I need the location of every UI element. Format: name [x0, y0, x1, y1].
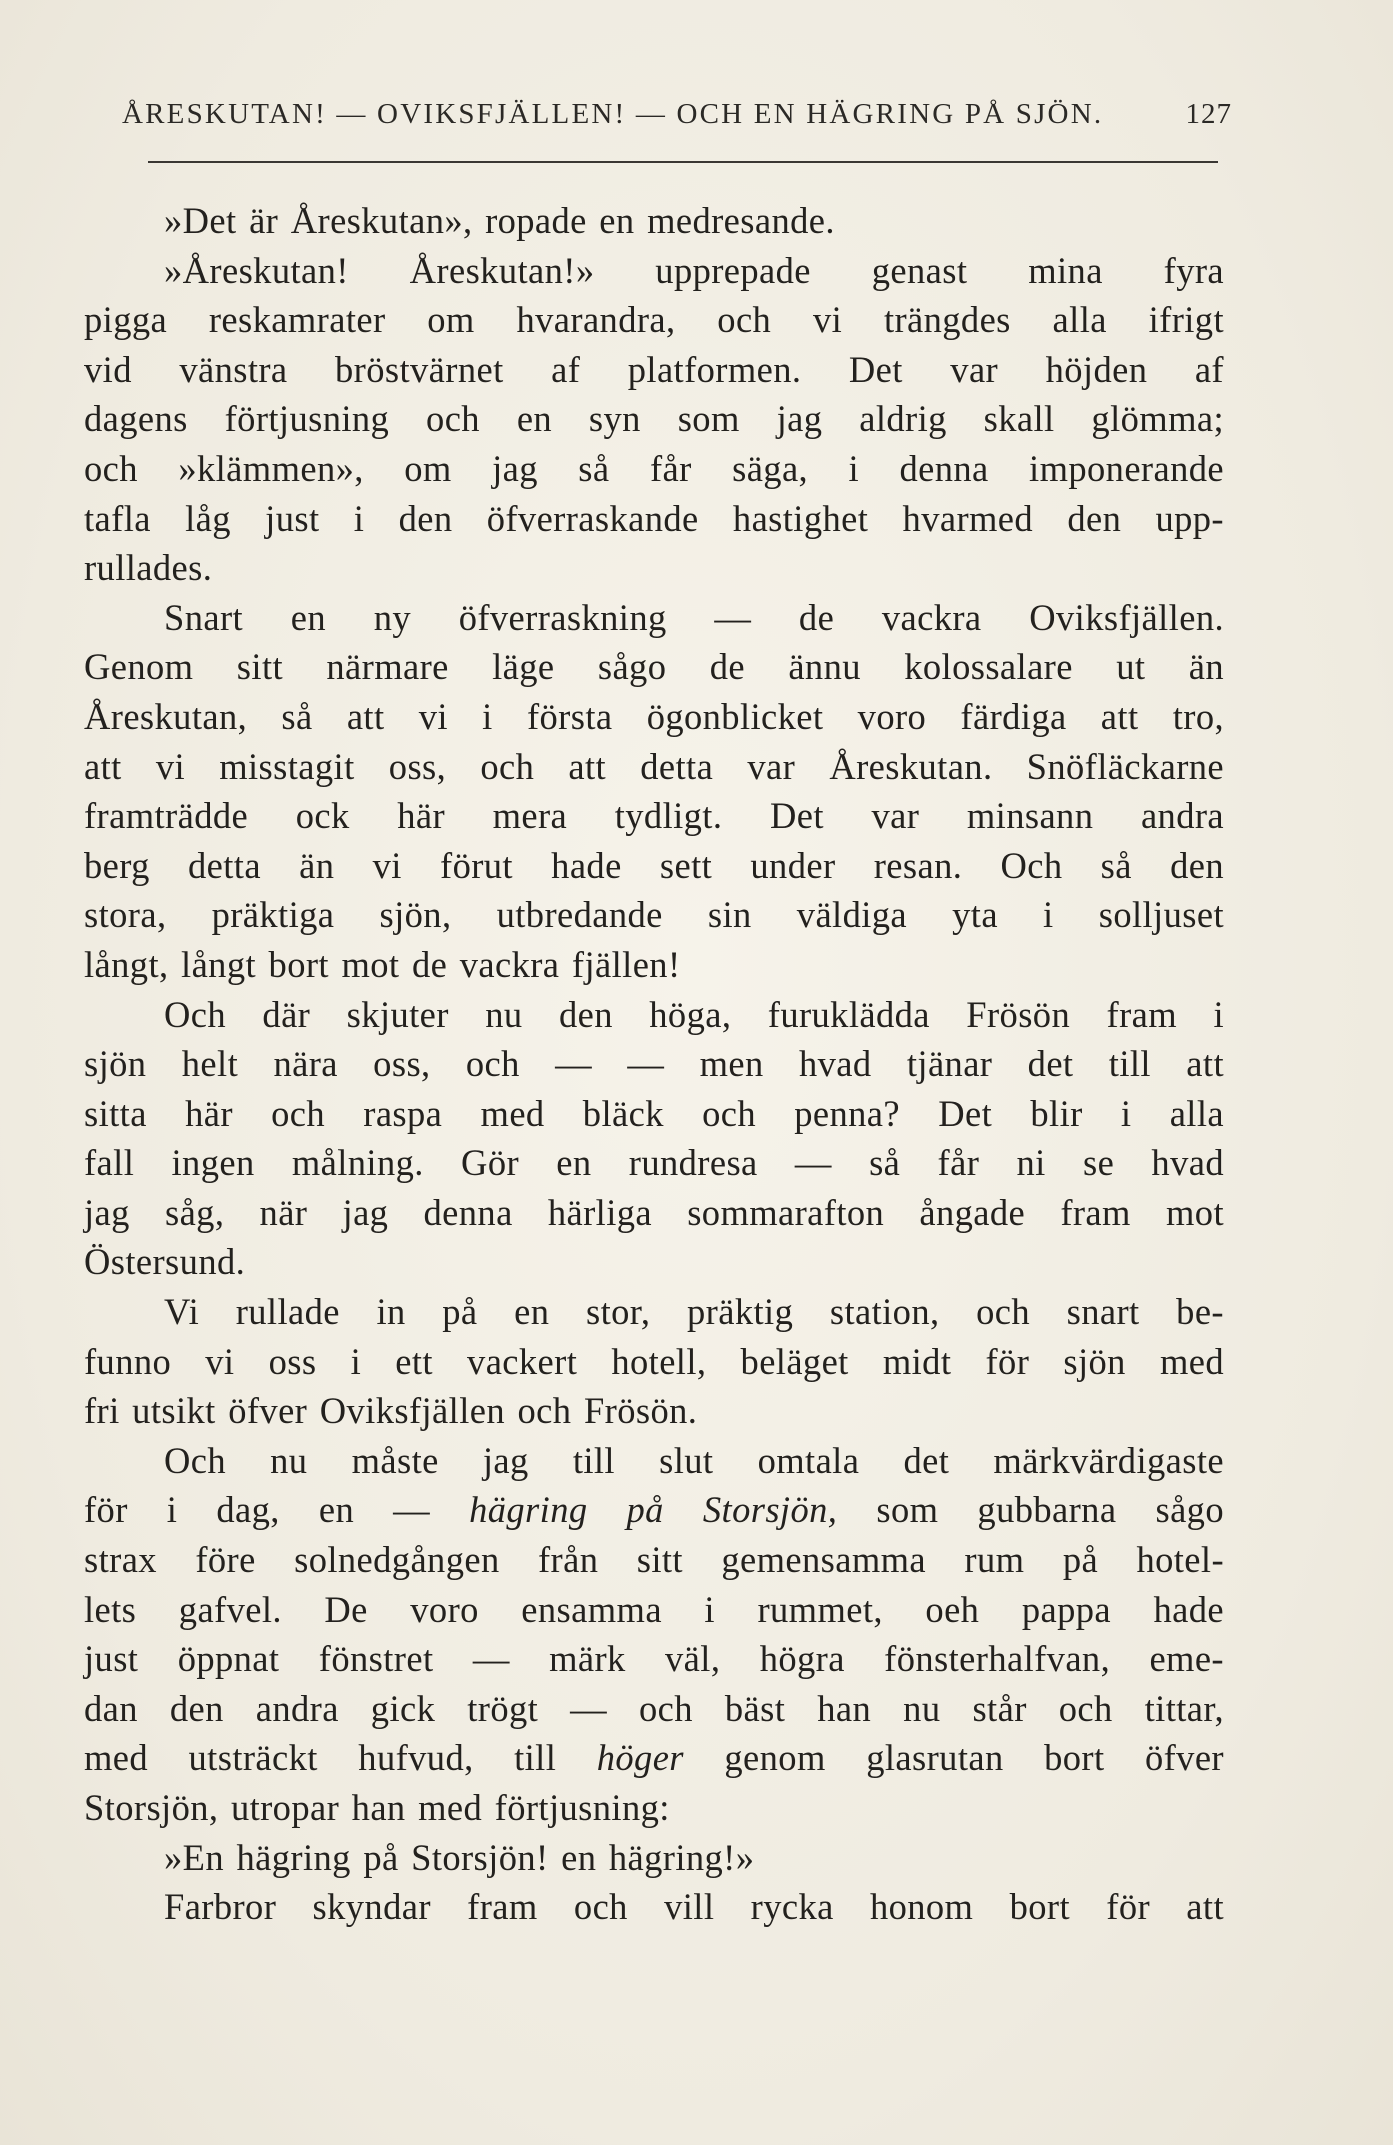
text-line: Och nu måste jag till slut omtala det märkvärdigaste — [164, 1439, 1224, 1481]
text-line: framträdde ock här mera tydligt. Det var minsann andra — [84, 795, 1224, 837]
text-line: Östersund. — [84, 1241, 246, 1283]
text-line: Genom sitt närmare läge sågo de ännu kolossalare ut än — [84, 646, 1224, 688]
text-line: pigga reskamrater om hvarandra, och vi trängdes alla ifrigt — [84, 299, 1224, 341]
text-line: rullades. — [84, 547, 213, 589]
text-line: Och där skjuter nu den höga, furuklädda Frösön fram i — [164, 993, 1224, 1035]
emphasis-text: hägring på Storsjön, — [469, 1489, 838, 1531]
text-line: Snart en ny öfverraskning — de vackra Oviksfjällen. — [164, 596, 1224, 638]
text-segment: som gubbarna sågo — [876, 1489, 1224, 1531]
text-line: fri utsikt öfver Oviksfjällen och Frösön. — [84, 1390, 698, 1432]
text-line: Vi rullade in på en stor, präktig station, och snart be- — [164, 1291, 1224, 1333]
text-line: Åreskutan, så att vi i första ögonblicket voro färdiga att tro, — [84, 695, 1224, 737]
text-line: sitta här och raspa med bläck och penna? Det blir i alla — [84, 1092, 1224, 1134]
text-segment: med utsträckt hufvud, till — [84, 1737, 557, 1779]
text-line: »Åreskutan! Åreskutan!» upprepade genast mina fyra — [164, 249, 1224, 291]
text-line: vid vänstra bröstvärnet af platformen. Det var höjden af — [84, 348, 1224, 390]
text-line: dagens förtjusning och en syn som jag aldrig skall glömma; — [84, 398, 1224, 440]
text-line: sjön helt nära oss, och — — men hvad tjänar det till att — [84, 1043, 1224, 1085]
header-rule — [148, 161, 1218, 163]
text-line: fall ingen målning. Gör en rundresa — så får ni se hvad — [84, 1142, 1224, 1184]
text-line: »En hägring på Storsjön! en hägring!» — [164, 1836, 755, 1878]
text-line: strax före solnedgången från sitt gemensamma rum på hotel- — [84, 1539, 1224, 1581]
text-line: att vi misstagit oss, och att detta var Åreskutan. Snöfläckarne — [84, 745, 1224, 787]
text-line: dan den andra gick trögt — och bäst han nu står och tittar, — [84, 1687, 1224, 1729]
text-line: funno vi oss i ett vackert hotell, beläget midt för sjön med — [84, 1340, 1224, 1382]
text-line: berg detta än vi förut hade sett under resan. Och så den — [84, 844, 1224, 886]
text-segment: genom glasrutan bort öfver — [724, 1737, 1224, 1779]
running-header — [122, 98, 1232, 131]
text-line — [84, 1485, 1224, 1535]
running-title: ÅRESKUTAN! — OVIKSFJÄLLEN! — OCH EN HÄGRING PÅ SJÖN. — [122, 98, 1104, 130]
text-line: just öppnat fönstret — märk väl, högra fönsterhalfvan, eme- — [84, 1638, 1224, 1680]
text-line: långt, långt bort mot de vackra fjällen! — [84, 943, 681, 985]
text-line: Storsjön, utropar han med förtjusning: — [84, 1787, 670, 1828]
emphasis-text: höger — [596, 1737, 684, 1779]
text-line: lets gafvel. De voro ensamma i rummet, oeh pappa hade — [84, 1588, 1224, 1630]
page-number: 127 — [1185, 98, 1232, 130]
text-line — [84, 1733, 1224, 1783]
text-segment: för i dag, en — — [84, 1489, 431, 1531]
text-line: stora, präktiga sjön, utbredande sin väldiga yta i solljuset — [84, 894, 1224, 936]
text-line: tafla låg just i den öfverraskande hastighet hvarmed den upp- — [84, 497, 1224, 539]
text-line: »Det är Åreskutan», ropade en medresande. — [164, 200, 835, 241]
body-text — [84, 196, 1224, 1932]
text-line: jag såg, när jag denna härliga sommarafton ångade fram mot — [84, 1191, 1224, 1233]
text-line: Farbror skyndar fram och vill rycka honom bort för att — [164, 1886, 1224, 1928]
text-line: och »klämmen», om jag så får säga, i denna imponerande — [84, 447, 1224, 489]
